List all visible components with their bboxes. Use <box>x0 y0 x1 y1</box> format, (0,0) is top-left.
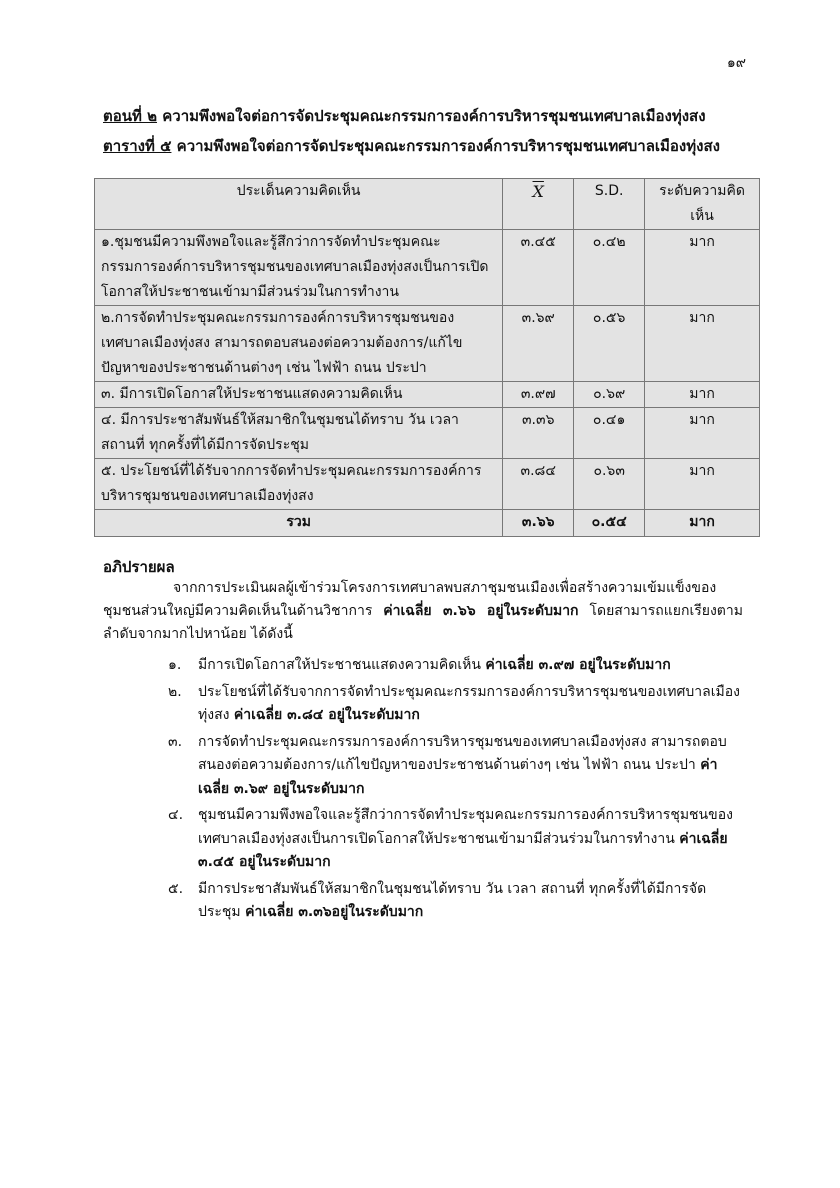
list-number: ๔. <box>168 807 184 823</box>
intro-paragraph <box>103 577 743 646</box>
row-mean: ๓.๘๔ <box>503 459 574 510</box>
table-row <box>95 230 760 306</box>
list-score: ค่าเฉลี่ย ๓.๘๔ อยู่ในระดับมาก <box>233 707 420 723</box>
list-item <box>168 878 743 925</box>
row-level: มาก <box>645 230 760 306</box>
row-mean: ๓.๔๕ <box>503 230 574 306</box>
list-number: ๕. <box>168 880 184 897</box>
row-level: มาก <box>645 306 760 382</box>
section-title: ความพึงพอใจต่อการจัดประชุมคณะกรรมการองค์การบริหารชุมชนเทศบาลเมืองทุ่งสง <box>157 107 706 125</box>
header-mean <box>503 179 574 230</box>
list-text: มีการประชาสัมพันธ์ให้สมาชิกในชุมชนได้ทราบ วัน เวลา สถานที่ ทุกครั้งที่ได้มีการจัดประชุม <box>198 880 707 920</box>
row-mean: ๓.๙๗ <box>503 382 574 408</box>
list-item <box>168 681 743 728</box>
table-row <box>95 306 760 382</box>
list-item <box>168 654 743 678</box>
row-item: ๑.ชุมชนมีความพึงพอใจและรู้สึกว่าการจัดทำประชุมคณะกรรมการองค์การบริหารชุมชนของเทศบาลเมืองทุ่งสงเป็นการเปิดโอกาสให้ประชาชนเข้ามามีส่วนร่วมในการทำงาน <box>95 230 503 306</box>
list-text: การจัดทำประชุมคณะกรรมการองค์การบริหารชุมชนของเทศบาลเมืองทุ่งสง สามารถตอบสนองต่อความต้องการ/แก้ไขปัญหาของประชาชนด้านต่างๆ เช่น ไฟฟ้า ถนน ประปา <box>198 733 727 773</box>
list-score: ค่าเฉลี่ย ๓.๖๙ อยู่ในระดับมาก <box>198 757 718 797</box>
list-score: ค่าเฉลี่ย ๓.๔๕ อยู่ในระดับมาก <box>198 830 728 870</box>
satisfaction-table <box>94 178 760 537</box>
header-level: ระดับความคิดเห็น <box>645 179 760 230</box>
total-label: รวม <box>95 510 503 537</box>
row-level: มาก <box>645 382 760 408</box>
row-level: มาก <box>645 459 760 510</box>
table-label: ตารางที่ ๕ <box>103 137 172 155</box>
list-text: มีการเปิดโอกาสให้ประชาชนแสดงความคิดเห็น <box>198 657 486 673</box>
row-sd: ๐.๕๖ <box>574 306 645 382</box>
total-level: มาก <box>645 510 760 537</box>
section-label: ตอนที่ ๒ <box>103 107 158 125</box>
row-sd: ๐.๖๓ <box>574 459 645 510</box>
mean-symbol: $\overline{X}$ <box>532 182 544 201</box>
row-item: ๒.การจัดทำประชุมคณะกรรมการองค์การบริหารชุมชนของเทศบาลเมืองทุ่งสง สามารถตอบสนองต่อความต้องการ/แก้ไขปัญหาของประชาชนด้านต่างๆ เช่น ไฟฟ้า ถนน ประปา <box>95 306 503 382</box>
row-sd: ๐.๔๑ <box>574 408 645 459</box>
row-item: ๕. ประโยชน์ที่ได้รับจากการจัดทำประชุมคณะกรรมการองค์การบริหารชุมชนของเทศบาลเมืองทุ่งสง <box>95 459 503 510</box>
table-row <box>95 459 760 510</box>
table-caption <box>103 134 720 158</box>
row-item: ๓. มีการเปิดโอกาสให้ประชาชนแสดงความคิดเห็น <box>95 382 503 408</box>
discussion-title: อภิปรายผล <box>103 558 175 576</box>
ranked-findings-list <box>168 654 743 928</box>
row-sd: ๐.๖๙ <box>574 382 645 408</box>
row-level: มาก <box>645 408 760 459</box>
total-mean: ๓.๖๖ <box>503 510 574 537</box>
row-item: ๔. มีการประชาสัมพันธ์ให้สมาชิกในชุมชนได้ทราบ วัน เวลา สถานที่ ทุกครั้งที่ได้มีการจัดประชุม <box>95 408 503 459</box>
list-number: ๓. <box>168 733 183 750</box>
header-item: ประเด็นความคิดเห็น <box>95 179 503 230</box>
intro-text-2: โดยสามารถแยกเรียงตามลำดับจากมากไปหาน้อย ได้ดังนี้ <box>103 603 743 642</box>
total-sd: ๐.๕๔ <box>574 510 645 537</box>
table-row <box>95 408 760 459</box>
table-row <box>95 382 760 408</box>
table-header-row <box>95 179 760 230</box>
row-mean: ๓.๓๖ <box>503 408 574 459</box>
list-item <box>168 731 743 802</box>
table-total-row <box>95 510 760 537</box>
page-number: ๑๙ <box>726 55 746 71</box>
list-score: ค่าเฉลี่ย ๓.๙๗ อยู่ในระดับมาก <box>485 657 671 673</box>
list-item <box>168 804 743 875</box>
list-number: ๑. <box>168 657 182 673</box>
list-text: ประโยชน์ที่ได้รับจากการจัดทำประชุมคณะกรรมการองค์การบริหารชุมชนของเทศบาลเมืองทุ่งสง <box>198 683 740 723</box>
row-mean: ๓.๖๙ <box>503 306 574 382</box>
discussion-intro <box>103 577 743 646</box>
section-heading <box>103 104 706 128</box>
list-number: ๒. <box>168 683 182 700</box>
table-title: ความพึงพอใจต่อการจัดประชุมคณะกรรมการองค์การบริหารชุมชนเทศบาลเมืองทุ่งสง <box>171 137 720 155</box>
intro-text-1: จากการประเมินผลผู้เข้าร่วมโครงการเทศบาลพบสภาชุมชนเมืองเพื่อสร้างความเข้มแข็งของชุมชนส่วนใหญ่มีความคิดเห็นในด้านวิชาการ <box>103 580 717 619</box>
row-sd: ๐.๔๒ <box>574 230 645 306</box>
intro-overall-score: ค่าเฉลี่ย ๓.๖๖ อยู่ในระดับมาก <box>383 603 579 619</box>
list-score: ค่าเฉลี่ย ๓.๓๖อยู่ในระดับมาก <box>245 904 424 920</box>
list-text: ชุมชนมีความพึงพอใจและรู้สึกว่าการจัดทำประชุมคณะกรรมการองค์การบริหารชุมชนของเทศบาลเมืองทุ่งสงเป็นการเปิดโอกาสให้ประชาชนเข้ามามีส่วนร่วมในการทำงาน <box>198 807 733 847</box>
header-sd: S.D. <box>574 179 645 230</box>
